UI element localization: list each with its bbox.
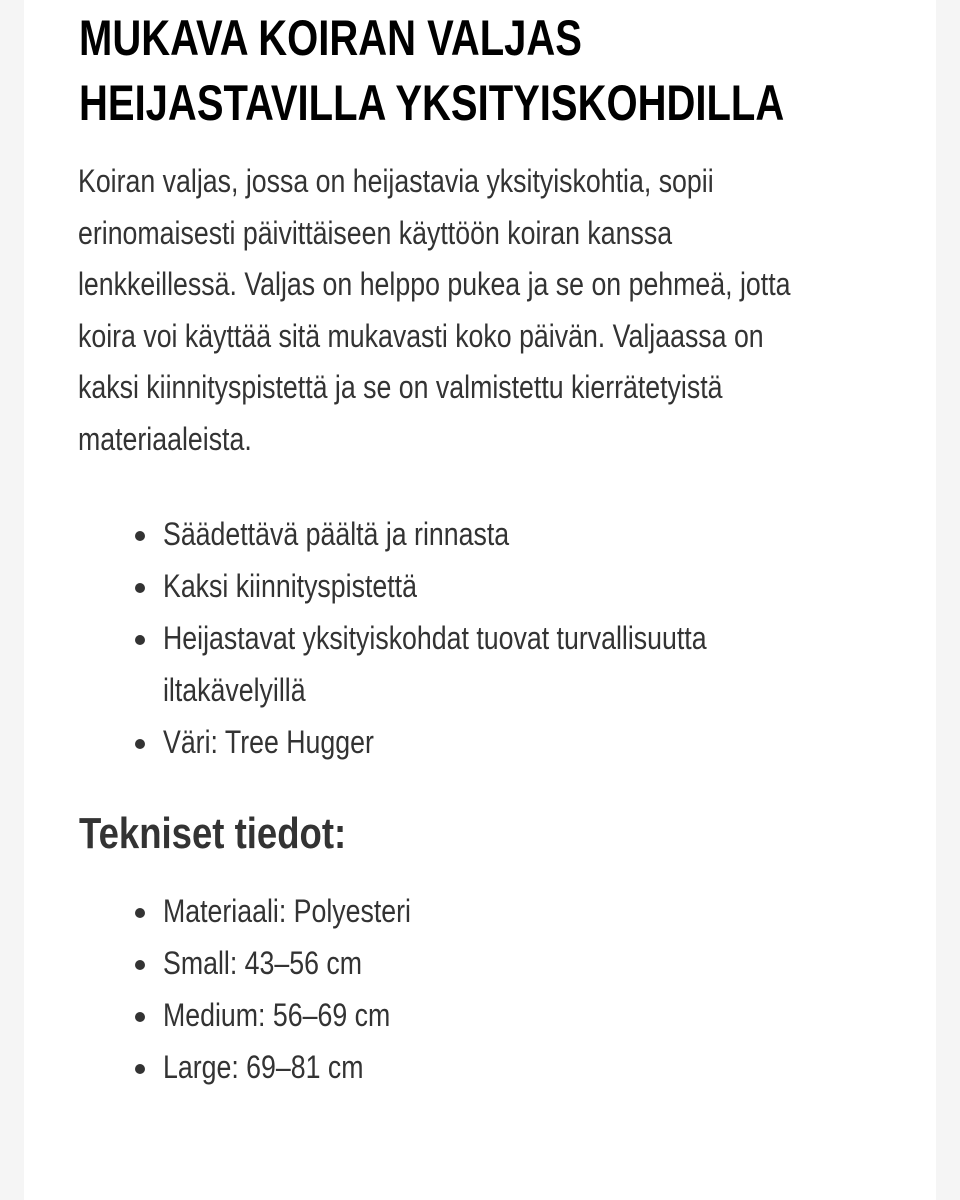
feature-item: Heijastavat yksityiskohdat tuovat turvallisuutta iltakävelyillä (24, 612, 814, 716)
spec-item: Large: 69–81 cm (24, 1041, 460, 1093)
bullet-dot-icon (135, 1064, 145, 1074)
description-line: lenkkeillessä. Valjas on helppo pukea ja se on pehmeä, jotta (78, 266, 791, 303)
description-line: kaksi kiinnityspistettä ja se on valmistettu kierrätetyistä (78, 369, 723, 406)
product-title (79, 6, 960, 136)
product-description (78, 156, 931, 466)
product-description-panel (24, 0, 936, 1200)
description-line: materiaaleista. (78, 420, 252, 457)
feature-list (24, 508, 814, 768)
bullet-dot-icon (135, 908, 145, 918)
spec-item: Small: 43–56 cm (24, 937, 460, 989)
spec-item: Medium: 56–69 cm (24, 989, 460, 1041)
feature-item: Säädettävä päältä ja rinnasta (24, 508, 814, 560)
specs-list (24, 885, 460, 1093)
product-title-line: MUKAVA KOIRAN VALJAS (79, 10, 582, 66)
spec-item: Materiaali: Polyesteri (24, 885, 460, 937)
bullet-dot-icon (135, 739, 145, 749)
feature-item: Kaksi kiinnityspistettä (24, 560, 814, 612)
description-line: koira voi käyttää sitä mukavasti koko päivän. Valjaassa on (78, 317, 764, 354)
bullet-dot-icon (135, 1012, 145, 1022)
bullet-dot-icon (135, 531, 145, 541)
specs-heading: Tekniset tiedot: (79, 809, 347, 858)
description-line: Koiran valjas, jossa on heijastavia yksityiskohtia, sopii (78, 163, 714, 199)
product-title-line: HEIJASTAVILLA YKSITYISKOHDILLA (79, 75, 785, 131)
description-line: erinomaisesti päivittäiseen käyttöön koiran kanssa (78, 214, 673, 251)
bullet-dot-icon (135, 960, 145, 970)
bullet-dot-icon (135, 635, 145, 645)
feature-item: Väri: Tree Hugger (24, 716, 814, 768)
bullet-dot-icon (135, 583, 145, 593)
